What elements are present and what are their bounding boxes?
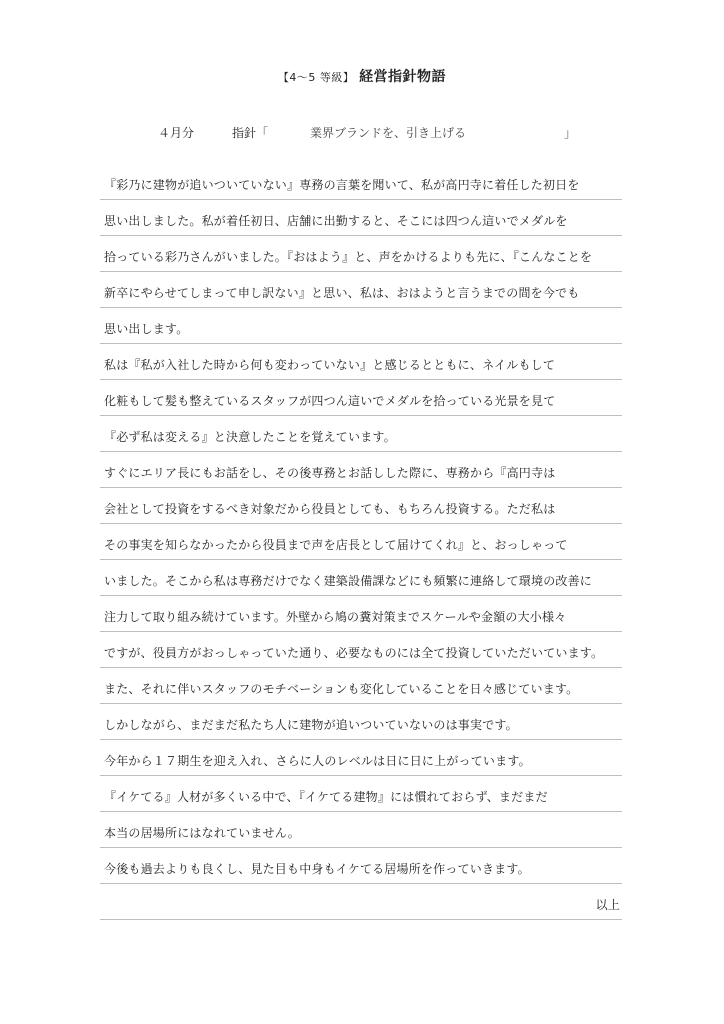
guideline-close-bracket: 」 <box>564 126 577 140</box>
text-line <box>100 524 622 560</box>
text-line <box>100 704 622 740</box>
text-line <box>100 812 622 848</box>
title-text: 経営指針物語 <box>359 69 447 85</box>
text-line <box>100 596 622 632</box>
text-line <box>100 668 622 704</box>
line-text: いました。そこから私は専務だけでなく建築設備課などにも頻繁に連絡して環境の改善に <box>104 574 593 588</box>
text-line <box>100 848 622 884</box>
line-text: 思い出します。 <box>104 322 189 336</box>
text-line <box>100 740 622 776</box>
grade-label: 【4～5 等級】 <box>277 71 355 84</box>
text-line <box>100 236 622 272</box>
text-line <box>100 200 622 236</box>
text-line <box>100 488 622 524</box>
closing-text: 以上 <box>595 898 620 912</box>
line-text: 拾っている彩乃さんがいました。『おはよう』と、声をかけるよりも先に、『こんなことを <box>104 250 593 264</box>
guideline-label: 指針「 <box>232 126 269 140</box>
line-text: 化粧もして髪も整えているスタッフが四つん這いでメダルを拾っている光景を見て <box>104 394 556 408</box>
line-text: しかしながら、まだまだ私たち人に建物が追いついていないのは事実です。 <box>104 718 518 732</box>
text-line <box>100 164 622 200</box>
text-line <box>100 416 622 452</box>
line-text: 本当の居場所にはなれていません。 <box>104 826 300 840</box>
line-text: ですが、役員方がおっしゃっていた通り、必要なものには全て投資していただいています。 <box>104 646 604 660</box>
line-text: 『必ず私は変える』と決意したことを覚えています。 <box>104 430 396 444</box>
line-text: 今後も過去よりも良くし、見た目も中身もイケてる居場所を作っていきます。 <box>104 862 530 876</box>
text-line <box>100 452 622 488</box>
month-label: ４月分 <box>158 126 195 140</box>
guideline-row <box>0 124 724 142</box>
line-text: 思い出しました。私が着任初日、店舗に出勤すると、そこには四つん這いでメダルを <box>104 214 568 228</box>
line-text: 『イケてる』人材が多くいる中で、『イケてる建物』には慣れておらず、まだまだ <box>104 790 548 804</box>
line-text: 『彩乃に建物が追いついていない』専務の言葉を聞いて、私が高円寺に着任した初日を <box>104 178 580 192</box>
text-line <box>100 560 622 596</box>
line-text: 注力して取り組み続けています。外壁から鳩の糞対策までスケールや金額の大小様々 <box>104 610 567 624</box>
text-line <box>100 632 622 668</box>
text-line <box>100 380 622 416</box>
line-text: 新卒にやらせてしまって申し訳ない』と思い、私は、おはようと言うまでの間を今でも <box>104 286 580 300</box>
line-text: 今年から１７期生を迎え入れ、さらに人のレベルは日に日に上がっています。 <box>104 754 531 768</box>
line-text: 会社として投資をするべき対象だから役員としても、もちろん投資する。ただ私は <box>104 502 556 516</box>
line-text: 私は『私が入社した時から何も変わっていない』と感じるとともに、ネイルもして <box>104 358 556 372</box>
closing-line <box>100 884 622 920</box>
text-line <box>100 776 622 812</box>
text-line <box>100 344 622 380</box>
line-text: その事実を知らなかったから役員まで声を店長として届けてくれ』と、おっしゃって <box>104 538 568 552</box>
text-line <box>100 308 622 344</box>
document-title <box>0 66 724 86</box>
line-text: すぐにエリア長にもお話をし、その後専務とお話しした際に、専務から『高円寺は <box>104 466 556 480</box>
guideline-value: 業界ブランドを、引き上げる <box>310 126 467 140</box>
line-text: また、それに伴いスタッフのモチベーションも変化していることを日々感じています。 <box>104 682 579 696</box>
text-line <box>100 272 622 308</box>
body-lines <box>100 164 622 920</box>
